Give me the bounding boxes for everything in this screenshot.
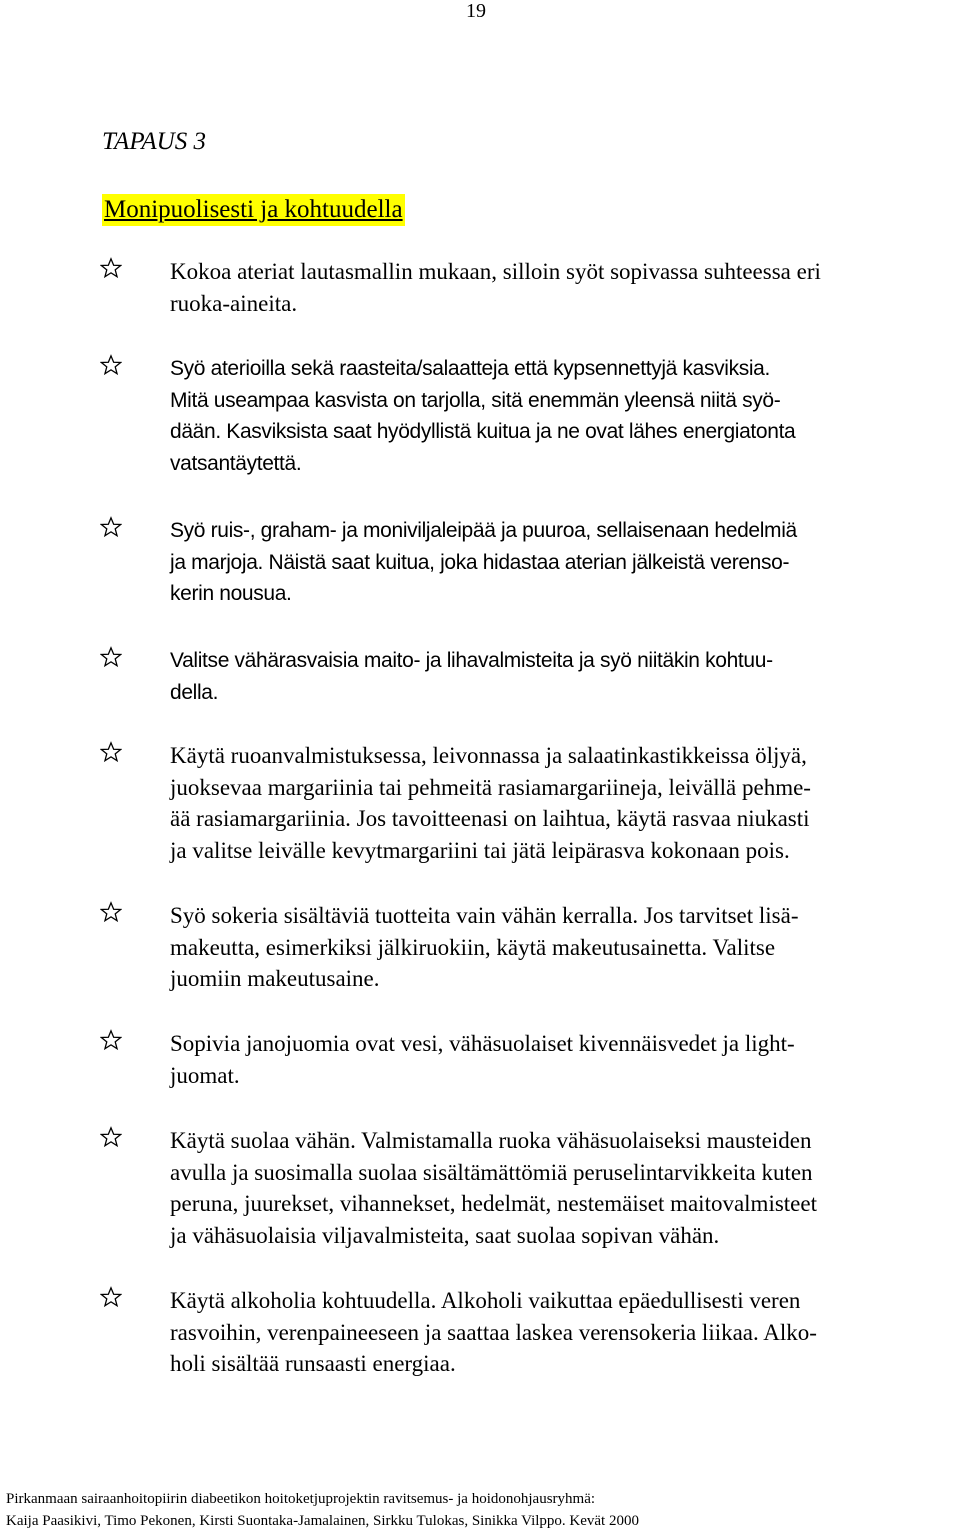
list-item-line: Syö sokeria sisältäviä tuotteita vain vähän kerralla. Jos tarvitset lisä- xyxy=(170,903,799,928)
star-bullet-icon xyxy=(100,516,122,538)
list-item-text xyxy=(170,900,960,995)
list-item-line: avulla ja suosimalla suolaa sisältämättömiä peruselintarvikkeita kuten xyxy=(170,1159,813,1185)
list-item-line: Mitä useampaa kasvista on tarjolla, sitä enemmän yleensä niitä syö- xyxy=(170,388,781,412)
list-item-line: ää rasiamargariinia. Jos tavoitteenasi on laihtua, käytä rasvaa niukasti xyxy=(170,806,810,831)
star-bullet-icon xyxy=(100,257,122,279)
star-bullet-icon xyxy=(100,1126,122,1148)
list-item-line: dään. Kasviksista saat hyödyllistä kuitua ja ne ovat lähes energiatonta xyxy=(170,420,796,443)
list-item-text xyxy=(170,645,960,708)
list-item-line: makeutta, esimerkiksi jälkiruokiin, käytä makeutusainetta. Valitse xyxy=(170,934,776,960)
list-item-text xyxy=(170,1028,960,1091)
star-bullet-icon xyxy=(100,354,122,376)
list-item-line: juomiin makeutusaine. xyxy=(170,966,380,991)
list-item-line: Valitse vähärasvaisia maito- ja lihavalmisteita ja syö niitäkin kohtuu- xyxy=(170,649,773,672)
section-heading: Monipuolisesti ja kohtuudella xyxy=(102,194,405,226)
list-item-line: juoksevaa margariinia tai pehmeitä rasiamargariineja, leivällä pehme- xyxy=(170,774,811,800)
list-item-line: ja vähäsuolaisia viljavalmisteita, saat suolaa sopivan vähän. xyxy=(170,1222,720,1248)
list-item-text xyxy=(170,256,960,319)
star-bullet-icon xyxy=(100,1029,122,1051)
list-item-line: holi sisältää runsaasti energiaa. xyxy=(170,1351,456,1376)
list-item-text xyxy=(170,353,960,479)
star-bullet-icon xyxy=(100,646,122,668)
list-item-line: Syö aterioilla sekä raasteita/salaatteja että kypsennettyjä kasviksia. xyxy=(170,357,770,380)
list-item-line: Käytä alkoholia kohtuudella. Alkoholi vaikuttaa epäedullisesti veren xyxy=(170,1288,801,1313)
star-bullet-icon xyxy=(100,901,122,923)
list-item-line: juomat. xyxy=(170,1062,240,1088)
list-item-line: rasvoihin, verenpaineeseen ja saattaa laskea verensokeria liikaa. Alko- xyxy=(170,1319,817,1345)
footer-line-2: Kaija Paasikivi, Timo Pekonen, Kirsti Suontaka-Jamalainen, Sirkku Tulokas, Sinikka Vilppo. Kevät 2000 xyxy=(6,1513,639,1529)
list-item-line: ruoka-aineita. xyxy=(170,290,298,316)
list-item-line: ja marjoja. Näistä saat kuitua, joka hidastaa aterian jälkeistä verenso- xyxy=(170,550,790,574)
list-item-text xyxy=(170,1125,960,1251)
list-item-line: Syö ruis-, graham- ja moniviljaleipää ja puuroa, sellaisenaan hedelmiä xyxy=(170,519,797,542)
list-item-text xyxy=(170,515,960,610)
list-item-line: Kokoa ateriat lautasmallin mukaan, silloin syöt sopivassa suhteessa eri xyxy=(170,259,821,284)
list-item-line: Käytä ruoanvalmistuksessa, leivonnassa ja salaatinkastikkeissa öljyä, xyxy=(170,743,807,768)
list-item-line: Sopivia janojuomia ovat vesi, vähäsuolaiset kivennäisvedet ja light- xyxy=(170,1031,795,1056)
page-number: 19 xyxy=(466,0,486,22)
list-item-line: ja valitse leivälle kevytmargariini tai jätä leipärasva kokonaan pois. xyxy=(170,837,790,863)
footer xyxy=(6,1488,639,1532)
list-item-text xyxy=(170,1285,960,1380)
case-title: TAPAUS 3 xyxy=(102,128,206,155)
star-bullet-icon xyxy=(100,1286,122,1308)
star-bullet-icon xyxy=(100,741,122,763)
list-item-text xyxy=(170,740,960,866)
list-item-line: kerin nousua. xyxy=(170,582,292,605)
list-item-line: Käytä suolaa vähän. Valmistamalla ruoka vähäsuolaiseksi mausteiden xyxy=(170,1128,812,1153)
list-item-line: della. xyxy=(170,680,219,704)
list-item-line: peruna, juurekset, vihannekset, hedelmät, nestemäiset maitovalmisteet xyxy=(170,1191,817,1216)
footer-line-1: Pirkanmaan sairaanhoitopiirin diabeetikon hoitoketjuprojektin ravitsemus- ja hoidonohjausryhmä: xyxy=(6,1491,596,1507)
list-item-line: vatsantäytettä. xyxy=(170,451,302,475)
